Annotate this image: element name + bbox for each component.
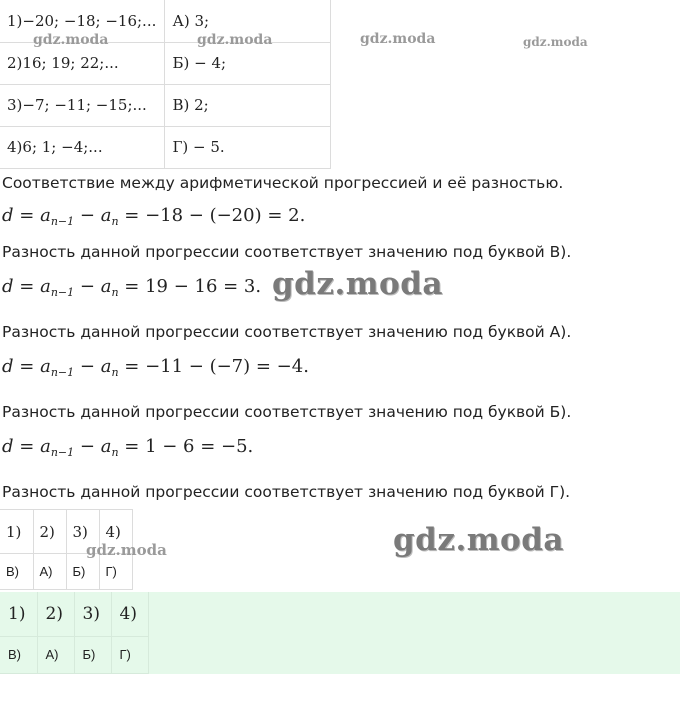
progression-cell: 3)−7; −11; −15;... (0, 84, 164, 126)
formula-var: a (100, 205, 112, 226)
conclusion-4: Разность данной прогрессии соответствует значению под буквой Г). (2, 483, 571, 501)
difference-cell: Г) − 5. (164, 126, 330, 168)
formula-eq: = (19, 436, 35, 457)
formula-sub: n−1 (50, 286, 75, 299)
formula-sub: n (111, 286, 119, 299)
formula-sub: n−1 (50, 366, 75, 379)
formula-minus: − (79, 436, 95, 457)
formula-var: d (2, 276, 14, 297)
formula-var: a (100, 276, 112, 297)
formula-minus: − (79, 276, 95, 297)
answer-number-cell: 4) (99, 510, 132, 554)
watermark: gdz.moda (360, 31, 436, 47)
answer-letter-cell: В) (0, 554, 33, 590)
answer-number-cell: 2) (33, 510, 66, 554)
formula-3 (2, 356, 309, 379)
answer-letter-cell: Г) (99, 554, 132, 590)
final-answer-table (0, 592, 149, 674)
final-number-cell: 2) (37, 592, 74, 636)
formula-var: d (2, 205, 14, 226)
final-number-cell: 3) (74, 592, 111, 636)
answer-number-cell: 3) (66, 510, 99, 554)
watermark: gdz.moda (197, 32, 273, 48)
intro-text: Соответствие между арифметической прогрессией и её разностью. (2, 174, 564, 192)
formula-var: a (40, 356, 51, 377)
difference-cell: В) 2; (164, 84, 330, 126)
formula-sub: n−1 (50, 215, 75, 228)
task-table (0, 0, 331, 169)
formula-var: a (100, 436, 112, 457)
watermark: gdz.moda (86, 541, 167, 559)
progression-cell: 1)−20; −18; −16;... (0, 0, 164, 42)
formula-sub: n (111, 446, 119, 459)
formula-var: a (40, 205, 51, 226)
formula-value: = 19 − 16 = 3. (124, 276, 262, 297)
formula-var: a (100, 356, 112, 377)
formula-eq: = (19, 205, 35, 226)
progression-cell: 4)6; 1; −4;... (0, 126, 164, 168)
formula-value: = −18 − (−20) = 2. (124, 205, 306, 226)
final-answer-block (0, 592, 680, 674)
formula-var: a (40, 276, 51, 297)
formula-4 (2, 436, 253, 459)
difference-cell: А) 3; (164, 0, 330, 42)
watermark: gdz.moda (33, 32, 109, 48)
formula-value: = −11 − (−7) = −4. (124, 356, 309, 377)
conclusion-1: Разность данной прогрессии соответствует значению под буквой В). (2, 243, 572, 261)
formula-value: = 1 − 6 = −5. (124, 436, 254, 457)
answer-letter-cell: А) (33, 554, 66, 590)
progression-cell: 2)16; 19; 22;... (0, 42, 164, 84)
formula-1 (2, 205, 305, 228)
formula-sub: n (111, 366, 119, 379)
table-row (0, 636, 148, 673)
final-letter-cell: В) (0, 636, 37, 673)
watermark: gdz.moda (393, 522, 564, 558)
conclusion-2: Разность данной прогрессии соответствует значению под буквой А). (2, 323, 572, 341)
formula-sub: n (111, 215, 119, 228)
formula-var: a (40, 436, 51, 457)
difference-cell: Б) − 4; (164, 42, 330, 84)
final-number-cell: 4) (111, 592, 148, 636)
table-row (0, 84, 330, 126)
table-row (0, 126, 330, 168)
final-letter-cell: Б) (74, 636, 111, 673)
final-letter-cell: Г) (111, 636, 148, 673)
formula-eq: = (19, 276, 35, 297)
final-letter-cell: А) (37, 636, 74, 673)
table-row (0, 592, 148, 636)
formula-sub: n−1 (50, 446, 75, 459)
formula-var: d (2, 436, 14, 457)
final-number-cell: 1) (0, 592, 37, 636)
watermark: gdz.moda (272, 266, 443, 302)
answer-number-cell: 1) (0, 510, 33, 554)
table-row (0, 42, 330, 84)
watermark: gdz.moda (523, 35, 588, 49)
conclusion-3: Разность данной прогрессии соответствует значению под буквой Б). (2, 403, 572, 421)
formula-minus: − (79, 356, 95, 377)
formula-var: d (2, 356, 14, 377)
answer-letter-cell: Б) (66, 554, 99, 590)
formula-2 (2, 276, 261, 299)
formula-minus: − (79, 205, 95, 226)
formula-eq: = (19, 356, 35, 377)
